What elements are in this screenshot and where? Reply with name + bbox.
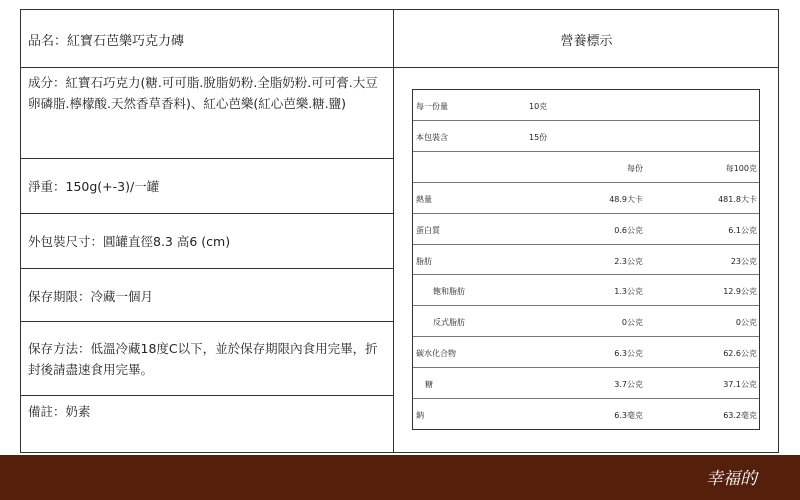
row-divider bbox=[20, 395, 394, 396]
nutrient-name: 脂肪 bbox=[416, 256, 432, 266]
nutrient-row bbox=[413, 306, 759, 337]
nutrient-row bbox=[413, 214, 759, 245]
nutrient-row bbox=[413, 245, 759, 276]
nutrient-per-serving: 48.9大卡 bbox=[609, 195, 643, 204]
nutrient-per-serving: 2.3公克 bbox=[614, 256, 643, 266]
brand-logo bbox=[704, 463, 774, 491]
nutrient-name: 糖 bbox=[425, 379, 433, 389]
nutrition-table bbox=[412, 89, 760, 430]
nutrient-per-serving: 0公克 bbox=[621, 318, 643, 328]
nutrient-name: 鈉 bbox=[416, 410, 424, 420]
servings-value: 15份 bbox=[529, 133, 548, 142]
nutrient-name: 碳水化合物 bbox=[416, 349, 456, 358]
row-divider bbox=[20, 213, 394, 214]
serving-size-label: 每一份量 bbox=[416, 102, 448, 111]
column-header-row bbox=[413, 152, 759, 183]
nutrient-name: 蛋白質 bbox=[416, 225, 440, 235]
row-divider bbox=[20, 268, 394, 269]
nutrient-per-100g: 62.6公克 bbox=[723, 349, 757, 358]
nutrient-per-100g: 63.2毫克 bbox=[723, 410, 757, 420]
nutrient-per-serving: 1.3公克 bbox=[614, 287, 643, 297]
notes: 備註：奶素 bbox=[28, 404, 91, 419]
col-per-100g: 每100克 bbox=[725, 164, 757, 173]
nutrient-per-serving: 6.3公克 bbox=[614, 349, 643, 358]
col-per-serving: 每份 bbox=[627, 164, 643, 173]
nutrient-per-serving: 0.6公克 bbox=[614, 225, 643, 235]
servings-label: 本包裝含 bbox=[416, 133, 448, 142]
nutrient-per-serving: 3.7公克 bbox=[614, 379, 643, 389]
servings-row bbox=[413, 121, 759, 152]
row-divider bbox=[20, 321, 394, 322]
serving-size-row bbox=[413, 90, 759, 121]
nutrient-per-100g: 6.1公克 bbox=[728, 225, 757, 235]
nutrient-per-100g: 481.8大卡 bbox=[718, 195, 757, 204]
nutrient-row bbox=[413, 183, 759, 214]
brand-logo-text: 幸福的 bbox=[706, 469, 757, 489]
product-name: 品名：紅寶石芭樂巧克力磚 bbox=[28, 34, 185, 49]
nutrient-per-100g: 23公克 bbox=[730, 256, 757, 266]
header-divider bbox=[20, 67, 779, 68]
storage-method: 保存方法：低溫冷藏18度C以下，並於保存期限內食用完畢，折封後請盡速食用完畢。 bbox=[28, 341, 378, 377]
package-size: 外包裝尺寸：圓罐直徑8.3 高6 (cm) bbox=[28, 234, 231, 249]
nutrient-name: 反式脂肪 bbox=[433, 318, 465, 328]
nutrient-per-serving: 6.3毫克 bbox=[614, 410, 643, 420]
nutrition-title: 營養標示 bbox=[560, 34, 613, 49]
nutrient-row bbox=[413, 399, 759, 429]
net-weight: 淨重：150g(+-3)/一罐 bbox=[28, 179, 160, 194]
nutrient-name: 飽和脂肪 bbox=[433, 287, 465, 297]
ingredients: 成分：紅寶石巧克力(糖.可可脂.脫脂奶粉.全脂奶粉.可可膏.大豆卵磷脂.檸檬酸.天然香草香料)、紅心芭樂(紅心芭樂.糖.鹽) bbox=[28, 75, 378, 111]
nutrient-row bbox=[413, 275, 759, 306]
nutrient-name: 熱量 bbox=[416, 195, 432, 204]
nutrient-row bbox=[413, 337, 759, 368]
shelf-life: 保存期限：冷藏一個月 bbox=[28, 289, 154, 304]
nutrient-row bbox=[413, 368, 759, 399]
nutrient-per-100g: 37.1公克 bbox=[723, 379, 757, 389]
row-divider bbox=[20, 158, 394, 159]
column-divider bbox=[393, 9, 394, 453]
serving-size-value: 10克 bbox=[529, 102, 548, 111]
nutrient-per-100g: 0公克 bbox=[735, 318, 757, 328]
nutrient-per-100g: 12.9公克 bbox=[723, 287, 757, 297]
footer-bar bbox=[0, 455, 800, 500]
